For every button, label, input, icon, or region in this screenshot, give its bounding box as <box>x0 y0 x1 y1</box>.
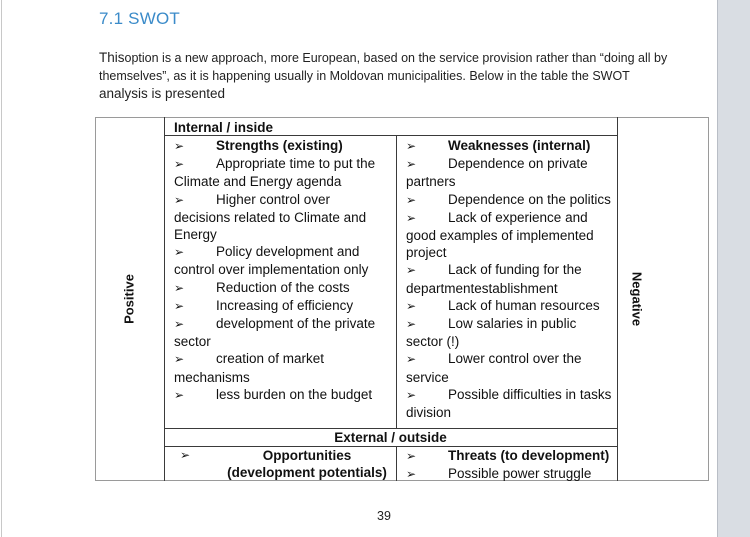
strength-item: ➢ development of the private sector <box>174 316 376 350</box>
weakness-item: ➢ Possible difficulties in tasks division <box>406 386 612 421</box>
strengths-cell <box>174 137 390 404</box>
strength-item: ➢ Increasing of efficiency <box>174 297 354 313</box>
weakness-item: ➢ Dependence on the politics <box>406 191 611 207</box>
threat-item: ➢ Possible power struggle <box>406 466 592 482</box>
weakness-item: ➢ Low salaries in public sector (!) <box>406 316 577 350</box>
weakness-item: ➢ Lower control over the service <box>406 351 582 385</box>
col-divider <box>396 446 397 481</box>
viewer-right-gutter <box>717 0 750 537</box>
strengths-header: ➢ Strengths (existing) <box>174 138 343 153</box>
col-divider <box>617 117 618 481</box>
internal-label: Internal / inside <box>174 120 274 135</box>
strength-item: ➢ Appropriate time to put the Climate and Energy agenda <box>174 156 376 190</box>
strength-item: ➢ Higher control over decisions related to Climate and Energy <box>174 191 367 243</box>
weakness-item: ➢ Lack of funding for the departmentestablishment <box>406 262 582 296</box>
strength-item: ➢ less burden on the budget <box>174 386 373 402</box>
col-divider <box>396 135 397 428</box>
col-divider <box>164 117 165 481</box>
weakness-item: ➢ Dependence on private partners <box>406 156 588 190</box>
weaknesses-header: ➢ Weaknesses (internal) <box>406 138 591 153</box>
strength-item: ➢ Reduction of the costs <box>174 279 350 295</box>
opportunities-cell <box>180 447 392 481</box>
page-number: 39 <box>377 509 391 523</box>
weaknesses-cell <box>406 137 612 421</box>
strength-item: ➢ Policy development and control over implementation only <box>174 244 369 278</box>
intro-lead: This <box>99 50 125 65</box>
strength-item: ➢ creation of market mechanisms <box>174 351 325 385</box>
intro-paragraph <box>99 49 709 104</box>
negative-label: Negative <box>629 271 645 327</box>
page-left-edge <box>1 0 2 537</box>
section-heading: 7.1 SWOT <box>99 9 180 28</box>
positive-label: Positive <box>121 274 137 324</box>
opportunities-header: ➢ Opportunities (development potentials) <box>180 448 387 481</box>
weakness-item: ➢ Lack of human resources <box>406 297 600 313</box>
intro-tail: analysis is presented <box>99 86 226 101</box>
threats-cell <box>406 447 616 483</box>
threats-header: ➢ Threats (to development) <box>406 448 610 463</box>
intro-body: option is a new approach, more European, based on the service provision rather than “doing all by themselves”, as it is happening usually in Moldovan municipalities. Below in the table the SWOT <box>99 51 668 83</box>
weakness-item: ➢ Lack of experience and good examples of implemented project <box>406 209 594 261</box>
external-label: External / outside <box>334 430 447 445</box>
